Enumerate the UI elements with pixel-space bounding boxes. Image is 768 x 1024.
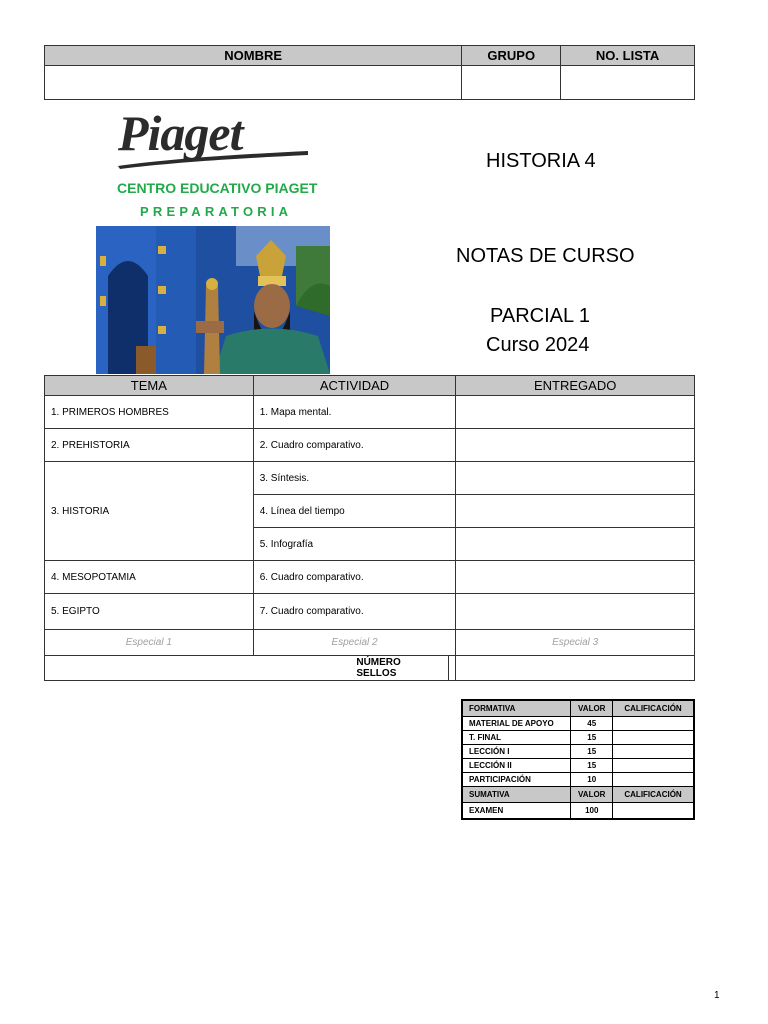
- entregado-cell[interactable]: [456, 396, 695, 429]
- grade-score-field[interactable]: [613, 731, 694, 745]
- grade-value: 15: [571, 745, 613, 759]
- grade-name: LECCIÓN I: [462, 745, 571, 759]
- grades-table: [461, 699, 695, 820]
- grupo-header: GRUPO: [462, 46, 561, 66]
- grupo-field[interactable]: [462, 66, 561, 100]
- grade-name: PARTICIPACIÓN: [462, 773, 571, 787]
- grade-row: [462, 773, 694, 787]
- table-row: [45, 429, 695, 462]
- especial-1-cell[interactable]: Especial 1: [45, 630, 254, 656]
- entregado-cell[interactable]: [456, 528, 695, 561]
- logo-wordmark: Piaget: [118, 105, 243, 161]
- grade-row: [462, 745, 694, 759]
- tema-header: TEMA: [45, 376, 254, 396]
- grade-row: [462, 731, 694, 745]
- grade-row: [462, 717, 694, 731]
- logo-school-name: CENTRO EDUCATIVO PIAGET: [117, 180, 318, 196]
- especial-row: [45, 630, 695, 656]
- sellos-label: NÚMERO SELLOS: [356, 656, 449, 680]
- mesopotamia-illustration: [96, 226, 330, 374]
- entregado-cell[interactable]: [456, 429, 695, 462]
- school-logo: [96, 104, 336, 222]
- lista-field[interactable]: [561, 66, 695, 100]
- tema-cell: 4. MESOPOTAMIA: [45, 561, 254, 594]
- nombre-field[interactable]: [45, 66, 462, 100]
- nombre-header: NOMBRE: [45, 46, 462, 66]
- grade-name: T. FINAL: [462, 731, 571, 745]
- tema-cell: 2. PREHISTORIA: [45, 429, 254, 462]
- grade-name: EXAMEN: [462, 803, 571, 820]
- tema-cell: 5. EGIPTO: [45, 594, 254, 630]
- calificacion-header: CALIFICACIÓN: [613, 700, 694, 717]
- formativa-header: FORMATIVA: [462, 700, 571, 717]
- table-row: [45, 396, 695, 429]
- grade-value: 15: [571, 731, 613, 745]
- subject-title: HISTORIA 4: [486, 150, 596, 172]
- grade-score-field[interactable]: [613, 759, 694, 773]
- logo-swoosh-icon: [116, 148, 312, 170]
- sellos-field[interactable]: [449, 656, 694, 680]
- valor-header: VALOR: [571, 700, 613, 717]
- course-title: Curso 2024: [486, 334, 590, 356]
- lista-header: NO. LISTA: [561, 46, 695, 66]
- grade-score-field[interactable]: [613, 803, 694, 820]
- actividad-cell: 3. Síntesis.: [253, 462, 456, 495]
- entregado-cell[interactable]: [456, 561, 695, 594]
- actividad-header: ACTIVIDAD: [253, 376, 456, 396]
- notes-title: NOTAS DE CURSO: [456, 245, 635, 267]
- actividad-cell: 2. Cuadro comparativo.: [253, 429, 456, 462]
- grade-name: LECCIÓN II: [462, 759, 571, 773]
- grade-value: 10: [571, 773, 613, 787]
- valor-header: VALOR: [571, 787, 613, 803]
- entregado-cell[interactable]: [456, 495, 695, 528]
- actividad-cell: 5. Infografía: [253, 528, 456, 561]
- actividad-cell: 4. Línea del tiempo: [253, 495, 456, 528]
- entregado-cell[interactable]: [456, 462, 695, 495]
- especial-2-cell[interactable]: Especial 2: [253, 630, 456, 656]
- table-row: [45, 561, 695, 594]
- activities-table: [44, 375, 695, 681]
- sumativa-header: SUMATIVA: [462, 787, 571, 803]
- grade-score-field[interactable]: [613, 717, 694, 731]
- grade-value: 100: [571, 803, 613, 820]
- actividad-cell: 1. Mapa mental.: [253, 396, 456, 429]
- grade-value: 45: [571, 717, 613, 731]
- student-info-table: [44, 45, 695, 100]
- partial-title: PARCIAL 1: [490, 305, 591, 327]
- grade-score-field[interactable]: [613, 773, 694, 787]
- actividad-cell: 6. Cuadro comparativo.: [253, 561, 456, 594]
- tema-cell: 1. PRIMEROS HOMBRES: [45, 396, 254, 429]
- tema-cell: 3. HISTORIA: [45, 462, 254, 561]
- grade-score-field[interactable]: [613, 745, 694, 759]
- table-row: [45, 462, 695, 495]
- table-row: [45, 594, 695, 630]
- sellos-row: [45, 656, 695, 681]
- page-number: 1: [714, 990, 720, 1001]
- grade-row: [462, 759, 694, 773]
- grade-name: MATERIAL DE APOYO: [462, 717, 571, 731]
- calificacion-header: CALIFICACIÓN: [613, 787, 694, 803]
- entregado-cell[interactable]: [456, 594, 695, 630]
- grade-row: [462, 803, 694, 820]
- especial-3-cell[interactable]: Especial 3: [456, 630, 695, 656]
- logo-level: PREPARATORIA: [140, 204, 293, 219]
- actividad-cell: 7. Cuadro comparativo.: [253, 594, 456, 630]
- grade-value: 15: [571, 759, 613, 773]
- entregado-header: ENTREGADO: [456, 376, 695, 396]
